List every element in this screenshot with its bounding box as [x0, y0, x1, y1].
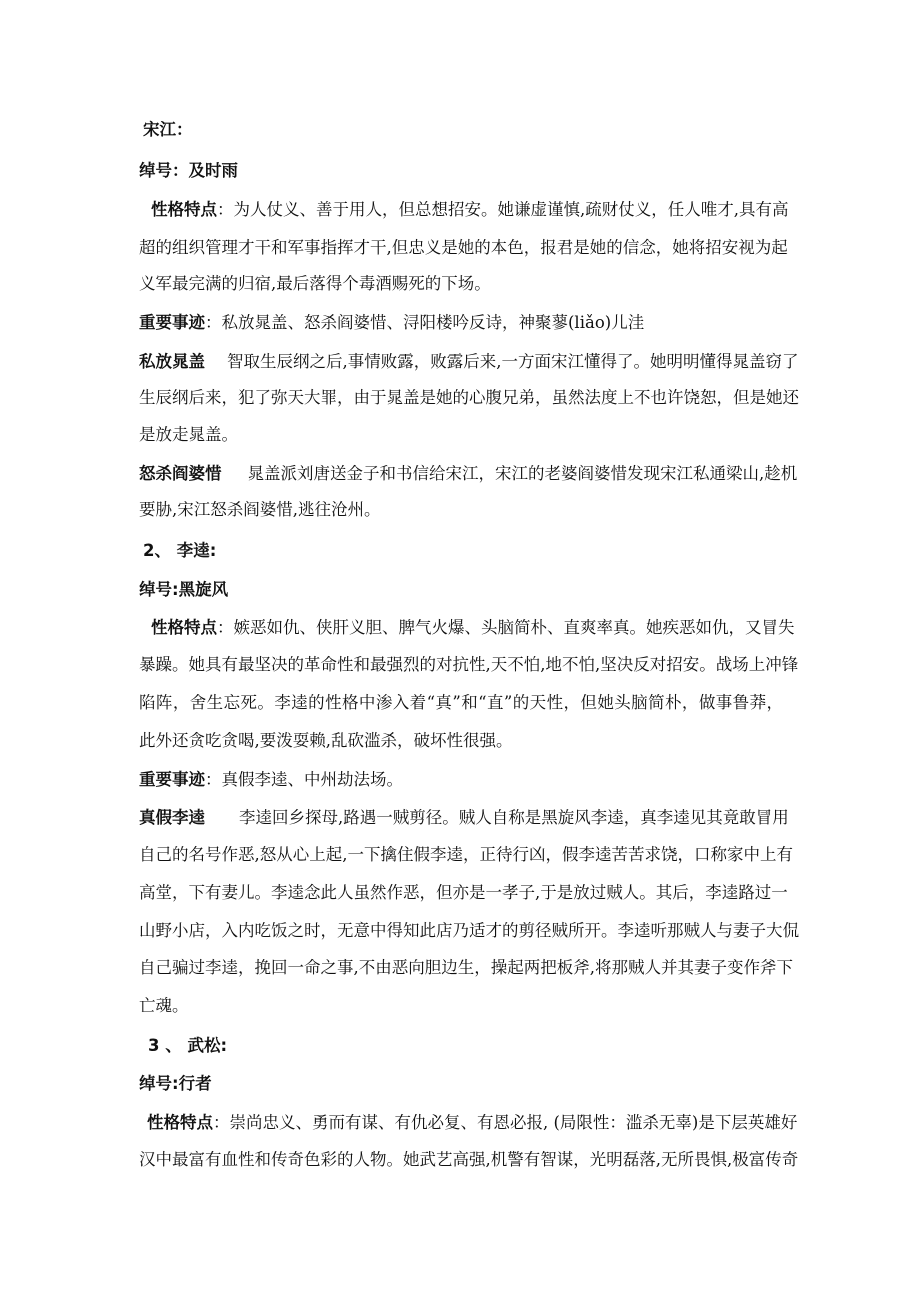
traits-line-wu-song-2: 汉中最富有血性和传奇色彩的人物。她武艺高强,机警有智谋，光明磊落,无所畏惧,极富传奇 [139, 1150, 799, 1169]
traits-label: 性格特点 [151, 618, 217, 637]
events-text: 私放晁盖、怒杀阎婆惜、浔阳楼吟反诗，神聚蓼(liǎo)儿洼 [221, 313, 645, 332]
story-text: 晁盖派刘唐送金子和书信给宋江，宋江的老婆阎婆惜发现宋江私通梁山,趁机 [247, 464, 798, 483]
traits-line-li-kui-2: 暴躁。她具有最坚决的革命性和最强烈的对抗性,天不怕,地不怕,坚决反对招安。战场上冲锋 [139, 655, 799, 674]
events-line-li-kui [139, 769, 403, 791]
story-title: 真假李逵 [139, 808, 205, 827]
section-heading-song-jiang: 宋江： [143, 120, 193, 139]
story-line-li-kui-6: 亡魂。 [139, 996, 189, 1015]
story-line-song-jiang-1-3: 是放走晁盖。 [139, 425, 238, 444]
story-line-li-kui-5: 自己骗过李逵，挽回一命之事,不由恶向胆边生，操起两把板斧,将那贼人并其妻子变作斧下 [139, 958, 793, 977]
traits-colon: ： [213, 1113, 230, 1132]
traits-label: 性格特点 [147, 1113, 213, 1132]
story-title: 私放晁盖 [139, 352, 205, 371]
nickname-label: 绰号： [139, 161, 189, 180]
traits-colon: ： [217, 200, 234, 219]
story-line-li-kui-3: 高堂，下有妻儿。李逵念此人虽然作恶，但亦是一孝子,于是放过贼人。其后，李逵路过一 [139, 883, 788, 902]
section-heading-li-kui: 2、 李逵: [143, 541, 217, 560]
nickname-line-song-jiang [139, 160, 238, 182]
traits-line-li-kui-1 [151, 617, 795, 639]
events-label: 重要事迹 [139, 770, 205, 789]
traits-text: 嫉恶如仇、侠肝义胆、脾气火爆、头脑简朴、直爽率真。她疾恶如仇，又冒失 [233, 618, 795, 637]
story-line-li-kui-4: 山野小店，入内吃饭之时，无意中得知此店乃适才的剪径贼所开。李逵听那贼人与妻子大侃 [139, 921, 799, 940]
story-line-song-jiang-2-2: 要胁,宋江怒杀阎婆惜,逃往沧州。 [139, 500, 381, 519]
story-line-song-jiang-2-1 [139, 463, 797, 485]
events-label: 重要事迹 [139, 313, 205, 332]
story-line-song-jiang-1-2: 生辰纲后来，犯了弥天大罪，由于晁盖是她的心腹兄弟，虽然法度上不也许饶恕，但是她还 [139, 388, 799, 407]
traits-text: 崇尚忠义、勇而有谋、有仇必复、有恩必报, (局限性：滥杀无辜)是下层英雄好 [229, 1113, 798, 1132]
nickname-value: 及时雨 [188, 161, 238, 180]
traits-line-li-kui-3: 陷阵，舍生忘死。李逵的性格中渗入着“真”和“直”的天性，但她头脑简朴，做事鲁莽， [139, 693, 783, 712]
events-text: 真假李逵、中州劫法场。 [221, 770, 403, 789]
story-line-li-kui-2: 自己的名号作恶,怒从心上起,一下擒住假李逵，正待行凶，假李逵苦苦求饶，口称家中上有 [139, 845, 793, 864]
traits-colon: ： [217, 618, 234, 637]
traits-line-li-kui-4: 此外还贪吃贪喝,要泼耍赖,乱砍滥杀，破坏性很强。 [139, 731, 513, 750]
traits-label: 性格特点 [151, 200, 217, 219]
traits-line-wu-song-1 [147, 1112, 797, 1134]
traits-text: 为人仗义、善于用人，但总想招安。她谦虚谨慎,疏财仗义，任人唯才,具有高 [233, 200, 789, 219]
story-line-song-jiang-1-1 [139, 351, 799, 373]
nickname-line-li-kui: 绰号:黑旋风 [139, 580, 229, 599]
story-title: 怒杀阎婆惜 [139, 464, 222, 483]
story-text: 李逵回乡探母,路遇一贼剪径。贼人自称是黑旋风李逵，真李逵见其竟敢冒用 [239, 808, 789, 827]
events-colon: ： [205, 770, 222, 789]
section-heading-wu-song: 3 、 武松: [148, 1036, 228, 1055]
events-colon: ： [205, 313, 222, 332]
events-line-song-jiang [139, 312, 644, 334]
nickname-line-wu-song: 绰号:行者 [139, 1074, 212, 1093]
story-line-li-kui-1 [139, 807, 789, 829]
traits-line-song-jiang-1 [151, 199, 789, 221]
story-text: 智取生辰纲之后,事情败露，败露后来,一方面宋江懂得了。她明明懂得晁盖窃了 [227, 352, 799, 371]
traits-line-song-jiang-2: 超的组织管理才干和军事指挥才干,但忠义是她的本色，报君是她的信念，她将招安视为起 [139, 238, 788, 257]
traits-line-song-jiang-3: 义军最完满的归宿,最后落得个毒酒赐死的下场。 [139, 274, 491, 293]
